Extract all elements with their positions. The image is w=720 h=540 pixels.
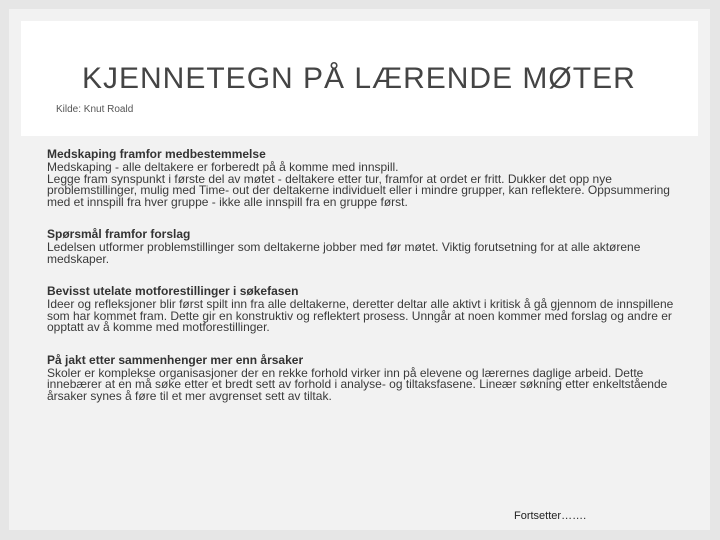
- source-credit: Kilde: Knut Roald: [56, 104, 134, 115]
- section-paragraph: Skoler er komplekse organisasjoner der en rekke forhold virker inn på elevene og lærernes daglige arbeid. Dette innebærer at en må søke etter et bredt sett av forhold i analyse- og tiltaksfasene. Lineær søkning etter enkeltstående årsaker synes å føre til et mer avgrenset sett av tiltak.: [47, 365, 668, 403]
- section-paragraph: Medskaping - alle deltakere er forberedt på å komme med innspill.: [47, 160, 399, 174]
- section-sammenhenger: [47, 353, 677, 403]
- slide: [9, 9, 710, 530]
- continued-note: Fortsetter…….: [514, 510, 587, 522]
- title-band: [21, 21, 698, 136]
- slide-content: [47, 147, 677, 421]
- section-heading: Bevisst utelate motforestillinger i søkefasen: [47, 284, 299, 298]
- section-paragraph: Ledelsen utformer problemstillinger som deltakerne jobber med før møtet. Viktig forutsetning for at alle aktørene medskaper.: [47, 240, 641, 266]
- section-medskaping: [47, 147, 677, 208]
- section-heading: Medskaping framfor medbestemmelse: [47, 147, 266, 161]
- slide-title: KJENNETEGN PÅ LÆRENDE MØTER: [82, 62, 636, 95]
- section-sporsmal: [47, 227, 677, 265]
- section-heading: Spørsmål framfor forslag: [47, 227, 191, 241]
- section-paragraph: Ideer og refleksjoner blir først spilt inn fra alle deltakerne, deretter deltar alle aktivt i kritisk å gå gjennom de innspillene som har kommet fram. Dette gir en konstruktiv og reflektert prosess. Unngår at noen kommer med forslag og andre er opptatt av å komme med motforestillinger.: [47, 297, 674, 334]
- section-paragraph: Legge fram synspunkt i første del av møtet - deltakere etter tur, framfor at ordet er fritt. Dukker det opp nye problemstillinger, mulig med Time- out der deltakerne individuelt eller i mindre grupper, kan reflektere. Oppsummering med et innspill fra hver gruppe - ikke alle innspill fra en gruppe først.: [47, 171, 670, 209]
- section-heading: På jakt etter sammenhenger mer enn årsaker: [47, 352, 304, 367]
- section-motforestillinger: [47, 284, 677, 334]
